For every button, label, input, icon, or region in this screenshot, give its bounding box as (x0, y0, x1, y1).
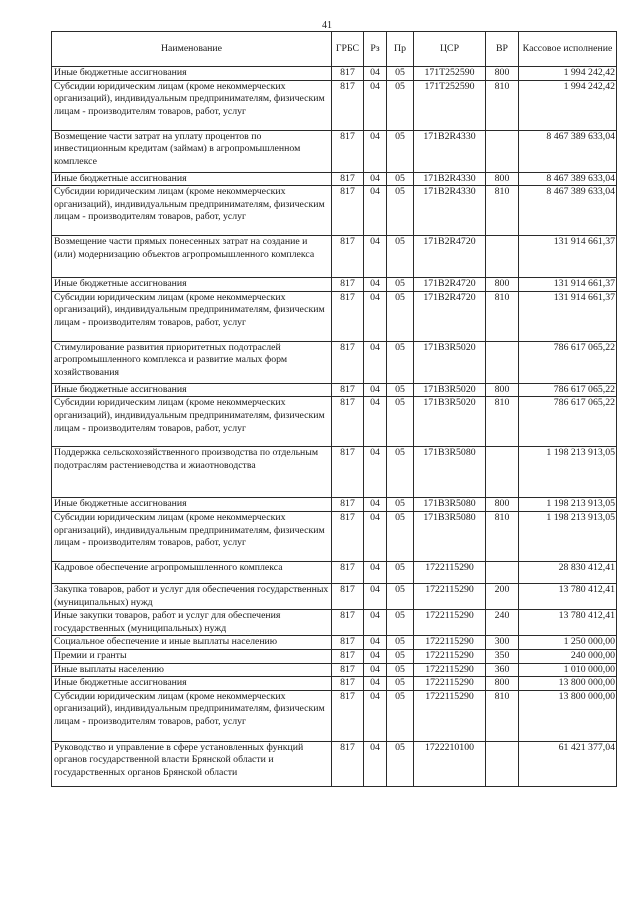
row-pr: 05 (387, 291, 414, 341)
table-row (52, 498, 617, 512)
table-row (52, 741, 617, 786)
row-name: Иные бюджетные ассигнования (52, 67, 332, 81)
row-rz: 04 (364, 498, 387, 512)
row-vr: 800 (486, 498, 519, 512)
header-name: Наименование (52, 32, 332, 67)
row-vr: 800 (486, 383, 519, 397)
row-pr: 05 (387, 649, 414, 663)
row-rz: 04 (364, 561, 387, 583)
table-row (52, 67, 617, 81)
row-vr: 200 (486, 583, 519, 609)
row-csr: 171В2R4720 (414, 278, 486, 292)
row-rz: 04 (364, 663, 387, 677)
row-rz: 04 (364, 649, 387, 663)
row-pr: 05 (387, 130, 414, 172)
table-row (52, 663, 617, 677)
row-pr: 05 (387, 172, 414, 186)
table-row (52, 397, 617, 447)
row-grbs: 817 (332, 561, 364, 583)
row-csr: 171В3R5020 (414, 383, 486, 397)
row-name: Премии и гранты (52, 649, 332, 663)
row-name: Иные закупки товаров, работ и услуг для обеспечения государственных (муниципальных) нужд (52, 610, 332, 636)
row-vr: 810 (486, 186, 519, 236)
row-name: Кадровое обеспечение агропромышленного комплекса (52, 561, 332, 583)
table-row (52, 511, 617, 561)
table-row (52, 172, 617, 186)
row-name: Стимулирование развития приоритетных подотраслей агропромышленного комплекса и развитие малых форм хозяйствования (52, 341, 332, 383)
row-name: Иные бюджетные ассигнования (52, 498, 332, 512)
row-grbs: 817 (332, 383, 364, 397)
row-pr: 05 (387, 690, 414, 741)
row-name: Иные бюджетные ассигнования (52, 172, 332, 186)
row-grbs: 817 (332, 236, 364, 278)
row-rz: 04 (364, 690, 387, 741)
row-rz: 04 (364, 447, 387, 498)
header-grbs: ГРБС (332, 32, 364, 67)
row-csr: 1722115290 (414, 663, 486, 677)
row-grbs: 817 (332, 186, 364, 236)
row-sum: 1 994 242,42 (519, 67, 617, 81)
header-cash-execution: Кассовое исполнение (519, 32, 617, 67)
row-sum: 13 780 412,41 (519, 610, 617, 636)
row-rz: 04 (364, 511, 387, 561)
row-sum: 240 000,00 (519, 649, 617, 663)
row-csr: 171В3R5020 (414, 397, 486, 447)
row-vr: 800 (486, 67, 519, 81)
row-sum: 131 914 661,37 (519, 278, 617, 292)
row-grbs: 817 (332, 130, 364, 172)
table-row (52, 677, 617, 691)
row-vr: 800 (486, 278, 519, 292)
row-sum: 786 617 065,22 (519, 397, 617, 447)
row-vr (486, 741, 519, 786)
row-rz: 04 (364, 67, 387, 81)
table-row (52, 278, 617, 292)
row-vr: 810 (486, 291, 519, 341)
header-vr: ВР (486, 32, 519, 67)
row-pr: 05 (387, 677, 414, 691)
row-vr: 800 (486, 677, 519, 691)
row-rz: 04 (364, 236, 387, 278)
header-rz: Рз (364, 32, 387, 67)
row-sum: 131 914 661,37 (519, 236, 617, 278)
row-name: Субсидии юридическим лицам (кроме некоммерческих организаций), индивидуальным предпринимателям, физическим лицам - производителям товаров, работ, услуг (52, 80, 332, 130)
row-name: Социальное обеспечение и иные выплаты населению (52, 636, 332, 650)
row-sum: 1 198 213 913,05 (519, 498, 617, 512)
row-rz: 04 (364, 636, 387, 650)
page-number: 41 (322, 20, 332, 31)
row-name: Возмещение части прямых понесенных затрат на создание и (или) модернизацию объектов агропромышленного комплекса (52, 236, 332, 278)
row-vr: 350 (486, 649, 519, 663)
row-rz: 04 (364, 741, 387, 786)
row-vr: 240 (486, 610, 519, 636)
row-csr: 1722210100 (414, 741, 486, 786)
row-pr: 05 (387, 498, 414, 512)
row-name: Субсидии юридическим лицам (кроме некоммерческих организаций), индивидуальным предпринимателям, физическим лицам - производителям товаров, работ, услуг (52, 291, 332, 341)
row-pr: 05 (387, 80, 414, 130)
row-csr: 1722115290 (414, 636, 486, 650)
row-vr (486, 561, 519, 583)
row-grbs: 817 (332, 67, 364, 81)
table-row (52, 636, 617, 650)
row-pr: 05 (387, 561, 414, 583)
row-vr: 800 (486, 172, 519, 186)
row-csr: 171В3R5080 (414, 498, 486, 512)
row-name: Иные бюджетные ассигнования (52, 677, 332, 691)
table-row (52, 186, 617, 236)
row-csr: 171В3R5020 (414, 341, 486, 383)
row-grbs: 817 (332, 172, 364, 186)
row-sum: 1 198 213 913,05 (519, 447, 617, 498)
row-grbs: 817 (332, 636, 364, 650)
row-rz: 04 (364, 583, 387, 609)
row-csr: 1722115290 (414, 583, 486, 609)
row-csr: 171Т252590 (414, 80, 486, 130)
row-grbs: 817 (332, 80, 364, 130)
row-vr: 300 (486, 636, 519, 650)
row-name: Поддержка сельскохозяйственного производства по отдельным подотраслям растениеводства и жиаотноводства (52, 447, 332, 498)
row-vr (486, 236, 519, 278)
row-sum: 1 010 000,00 (519, 663, 617, 677)
row-pr: 05 (387, 67, 414, 81)
table-row (52, 561, 617, 583)
row-csr: 171В2R4720 (414, 291, 486, 341)
row-pr: 05 (387, 511, 414, 561)
row-rz: 04 (364, 383, 387, 397)
row-vr: 810 (486, 397, 519, 447)
row-name: Закупка товаров, работ и услуг для обеспечения государственных (муниципальных) нужд (52, 583, 332, 609)
row-grbs: 817 (332, 291, 364, 341)
header-csr: ЦСР (414, 32, 486, 67)
row-csr: 171В3R5080 (414, 447, 486, 498)
row-grbs: 817 (332, 610, 364, 636)
table-header-row (52, 32, 617, 67)
row-vr (486, 130, 519, 172)
row-sum: 13 800 000,00 (519, 690, 617, 741)
row-grbs: 817 (332, 447, 364, 498)
row-sum: 61 421 377,04 (519, 741, 617, 786)
table-row (52, 236, 617, 278)
row-name: Руководство и управление в сфере установленных функций органов государственной власти Брянской области и государственных органов Брянской области (52, 741, 332, 786)
row-rz: 04 (364, 397, 387, 447)
row-vr: 810 (486, 511, 519, 561)
row-sum: 28 830 412,41 (519, 561, 617, 583)
row-name: Субсидии юридическим лицам (кроме некоммерческих организаций), индивидуальным предпринимателям, физическим лицам - производителям товаров, работ, услуг (52, 511, 332, 561)
table-row (52, 383, 617, 397)
table-row (52, 291, 617, 341)
row-csr: 171Т252590 (414, 67, 486, 81)
row-sum: 8 467 389 633,04 (519, 130, 617, 172)
row-vr: 360 (486, 663, 519, 677)
row-name: Иные бюджетные ассигнования (52, 278, 332, 292)
row-grbs: 817 (332, 690, 364, 741)
row-pr: 05 (387, 447, 414, 498)
row-grbs: 817 (332, 741, 364, 786)
row-rz: 04 (364, 610, 387, 636)
row-pr: 05 (387, 636, 414, 650)
row-pr: 05 (387, 741, 414, 786)
row-name: Субсидии юридическим лицам (кроме некоммерческих организаций), индивидуальным предпринимателям, физическим лицам - производителям товаров, работ, услуг (52, 186, 332, 236)
row-grbs: 817 (332, 677, 364, 691)
row-pr: 05 (387, 397, 414, 447)
row-pr: 05 (387, 278, 414, 292)
table-row (52, 130, 617, 172)
row-sum: 131 914 661,37 (519, 291, 617, 341)
row-csr: 171В2R4330 (414, 130, 486, 172)
row-pr: 05 (387, 341, 414, 383)
row-csr: 171В2R4720 (414, 236, 486, 278)
row-name: Иные бюджетные ассигнования (52, 383, 332, 397)
row-rz: 04 (364, 130, 387, 172)
row-grbs: 817 (332, 341, 364, 383)
row-name: Субсидии юридическим лицам (кроме некоммерческих организаций), индивидуальным предпринимателям, физическим лицам - производителям товаров, работ, услуг (52, 397, 332, 447)
row-name: Субсидии юридическим лицам (кроме некоммерческих организаций), индивидуальным предпринимателям, физическим лицам - производителям товаров, работ, услуг (52, 690, 332, 741)
row-csr: 1722115290 (414, 690, 486, 741)
row-grbs: 817 (332, 397, 364, 447)
row-vr (486, 447, 519, 498)
row-sum: 8 467 389 633,04 (519, 172, 617, 186)
table-row (52, 447, 617, 498)
row-sum: 1 250 000,00 (519, 636, 617, 650)
row-csr: 1722115290 (414, 610, 486, 636)
row-pr: 05 (387, 186, 414, 236)
row-rz: 04 (364, 278, 387, 292)
row-sum: 1 994 242,42 (519, 80, 617, 130)
row-rz: 04 (364, 186, 387, 236)
row-sum: 786 617 065,22 (519, 383, 617, 397)
row-sum: 13 780 412,41 (519, 583, 617, 609)
table-row (52, 690, 617, 741)
row-sum: 13 800 000,00 (519, 677, 617, 691)
row-pr: 05 (387, 383, 414, 397)
row-csr: 1722115290 (414, 649, 486, 663)
table-row (52, 649, 617, 663)
row-vr (486, 341, 519, 383)
row-pr: 05 (387, 663, 414, 677)
row-grbs: 817 (332, 511, 364, 561)
table-row (52, 341, 617, 383)
header-pr: Пр (387, 32, 414, 67)
row-rz: 04 (364, 172, 387, 186)
row-pr: 05 (387, 583, 414, 609)
row-sum: 8 467 389 633,04 (519, 186, 617, 236)
row-rz: 04 (364, 677, 387, 691)
row-grbs: 817 (332, 649, 364, 663)
table-row (52, 80, 617, 130)
row-rz: 04 (364, 341, 387, 383)
row-pr: 05 (387, 236, 414, 278)
row-name: Иные выплаты населению (52, 663, 332, 677)
row-pr: 05 (387, 610, 414, 636)
row-rz: 04 (364, 291, 387, 341)
row-name: Возмещение части затрат на уплату процентов по инвестиционным кредитам (займам) в агропромышленном комплексе (52, 130, 332, 172)
row-csr: 171В2R4330 (414, 172, 486, 186)
row-csr: 1722115290 (414, 677, 486, 691)
table-row (52, 610, 617, 636)
row-grbs: 817 (332, 498, 364, 512)
table-row (52, 583, 617, 609)
row-sum: 786 617 065,22 (519, 341, 617, 383)
row-csr: 171В2R4330 (414, 186, 486, 236)
row-csr: 171В3R5080 (414, 511, 486, 561)
row-grbs: 817 (332, 278, 364, 292)
row-csr: 1722115290 (414, 561, 486, 583)
row-vr: 810 (486, 80, 519, 130)
row-grbs: 817 (332, 663, 364, 677)
row-rz: 04 (364, 80, 387, 130)
row-grbs: 817 (332, 583, 364, 609)
row-vr: 810 (486, 690, 519, 741)
row-sum: 1 198 213 913,05 (519, 511, 617, 561)
budget-table (51, 31, 617, 787)
